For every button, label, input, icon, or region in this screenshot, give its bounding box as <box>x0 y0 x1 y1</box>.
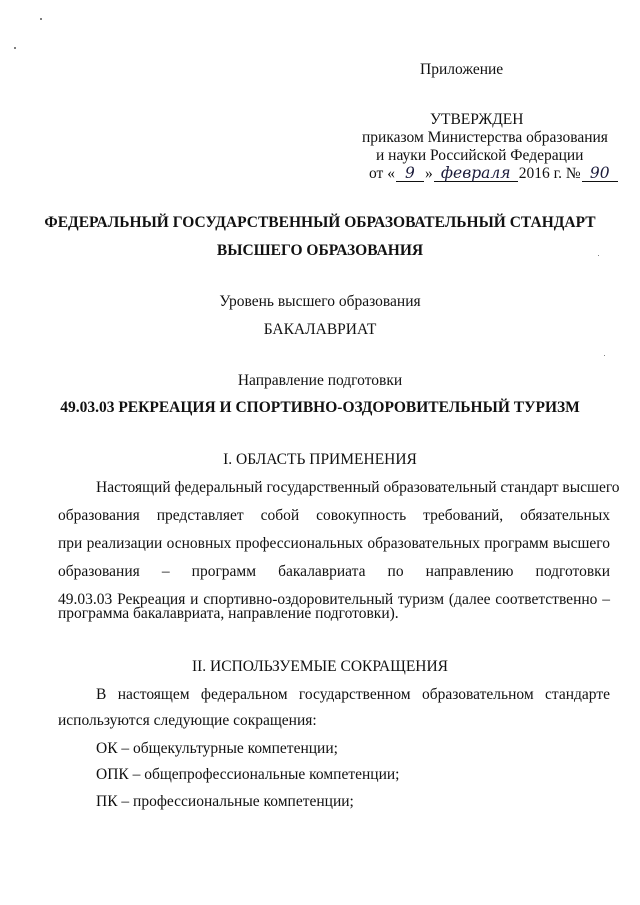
section-2-text-line: В настоящем федеральном государственном образовательном стандарте <box>96 686 610 703</box>
section-1-text-line: образования – программ бакалавриата по направлению подготовки <box>58 563 610 580</box>
scan-speck <box>604 355 605 356</box>
section-2-title: II. ИСПОЛЬЗУЕМЫЕ СОКРАЩЕНИЯ <box>191 658 449 675</box>
scan-speck <box>14 47 16 49</box>
standard-title-line-1: ФЕДЕРАЛЬНЫЙ ГОСУДАРСТВЕННЫЙ ОБРАЗОВАТЕЛЬНЫЙ СТАНДАРТ <box>44 214 596 231</box>
handwritten-day: 9 <box>396 165 424 182</box>
section-1-text-line-last: программа бакалавриата, направление подготовки). <box>58 605 399 622</box>
scan-speck <box>40 18 42 20</box>
direction-value: 49.03.03 РЕКРЕАЦИЯ И СПОРТИВНО-ОЗДОРОВИТЕЛЬНЫЙ ТУРИЗМ <box>60 399 580 416</box>
direction-label: Направление подготовки <box>237 372 403 389</box>
section-1-text-line: при реализации основных профессиональных образовательных программ высшего <box>58 535 610 552</box>
abbreviation-item-ok: ОК – общекультурные компетенции; <box>96 740 338 757</box>
abbreviation-item-pk: ПК – профессиональные компетенции; <box>96 793 354 810</box>
date-mid: » <box>424 165 433 182</box>
order-line-2: и науки Российской Федерации <box>376 147 584 164</box>
section-1-text-line: образования представляет собой совокупность требований, обязательных <box>58 507 610 524</box>
date-year: 2016 г. № <box>518 165 581 182</box>
order-date-line <box>369 164 619 184</box>
abbreviation-item-opk: ОПК – общепрофессиональные компетенции; <box>96 766 400 783</box>
education-level-label: Уровень высшего образования <box>219 293 421 310</box>
section-1-text-line: 49.03.03 Рекреация и спортивно-оздоровительный туризм (далее соответственно – <box>58 591 610 608</box>
handwritten-month: февраля <box>434 165 518 182</box>
section-1-title: I. ОБЛАСТЬ ПРИМЕНЕНИЯ <box>223 451 417 468</box>
standard-title-line-2: ВЫСШЕГО ОБРАЗОВАНИЯ <box>216 242 424 259</box>
handwritten-order-number: 90 <box>582 165 618 182</box>
section-2-text-line-last: используются следующие сокращения: <box>58 712 317 729</box>
appendix-label: Приложение <box>420 61 504 78</box>
section-1-text-line: Настоящий федеральный государственный образовательный стандарт высшего <box>96 479 620 496</box>
order-line-1: приказом Министерства образования <box>362 129 608 146</box>
date-prefix: от « <box>369 165 395 182</box>
approved-label: УТВЕРЖДЕН <box>430 111 524 128</box>
education-level-value: БАКАЛАВРИАТ <box>263 321 377 338</box>
